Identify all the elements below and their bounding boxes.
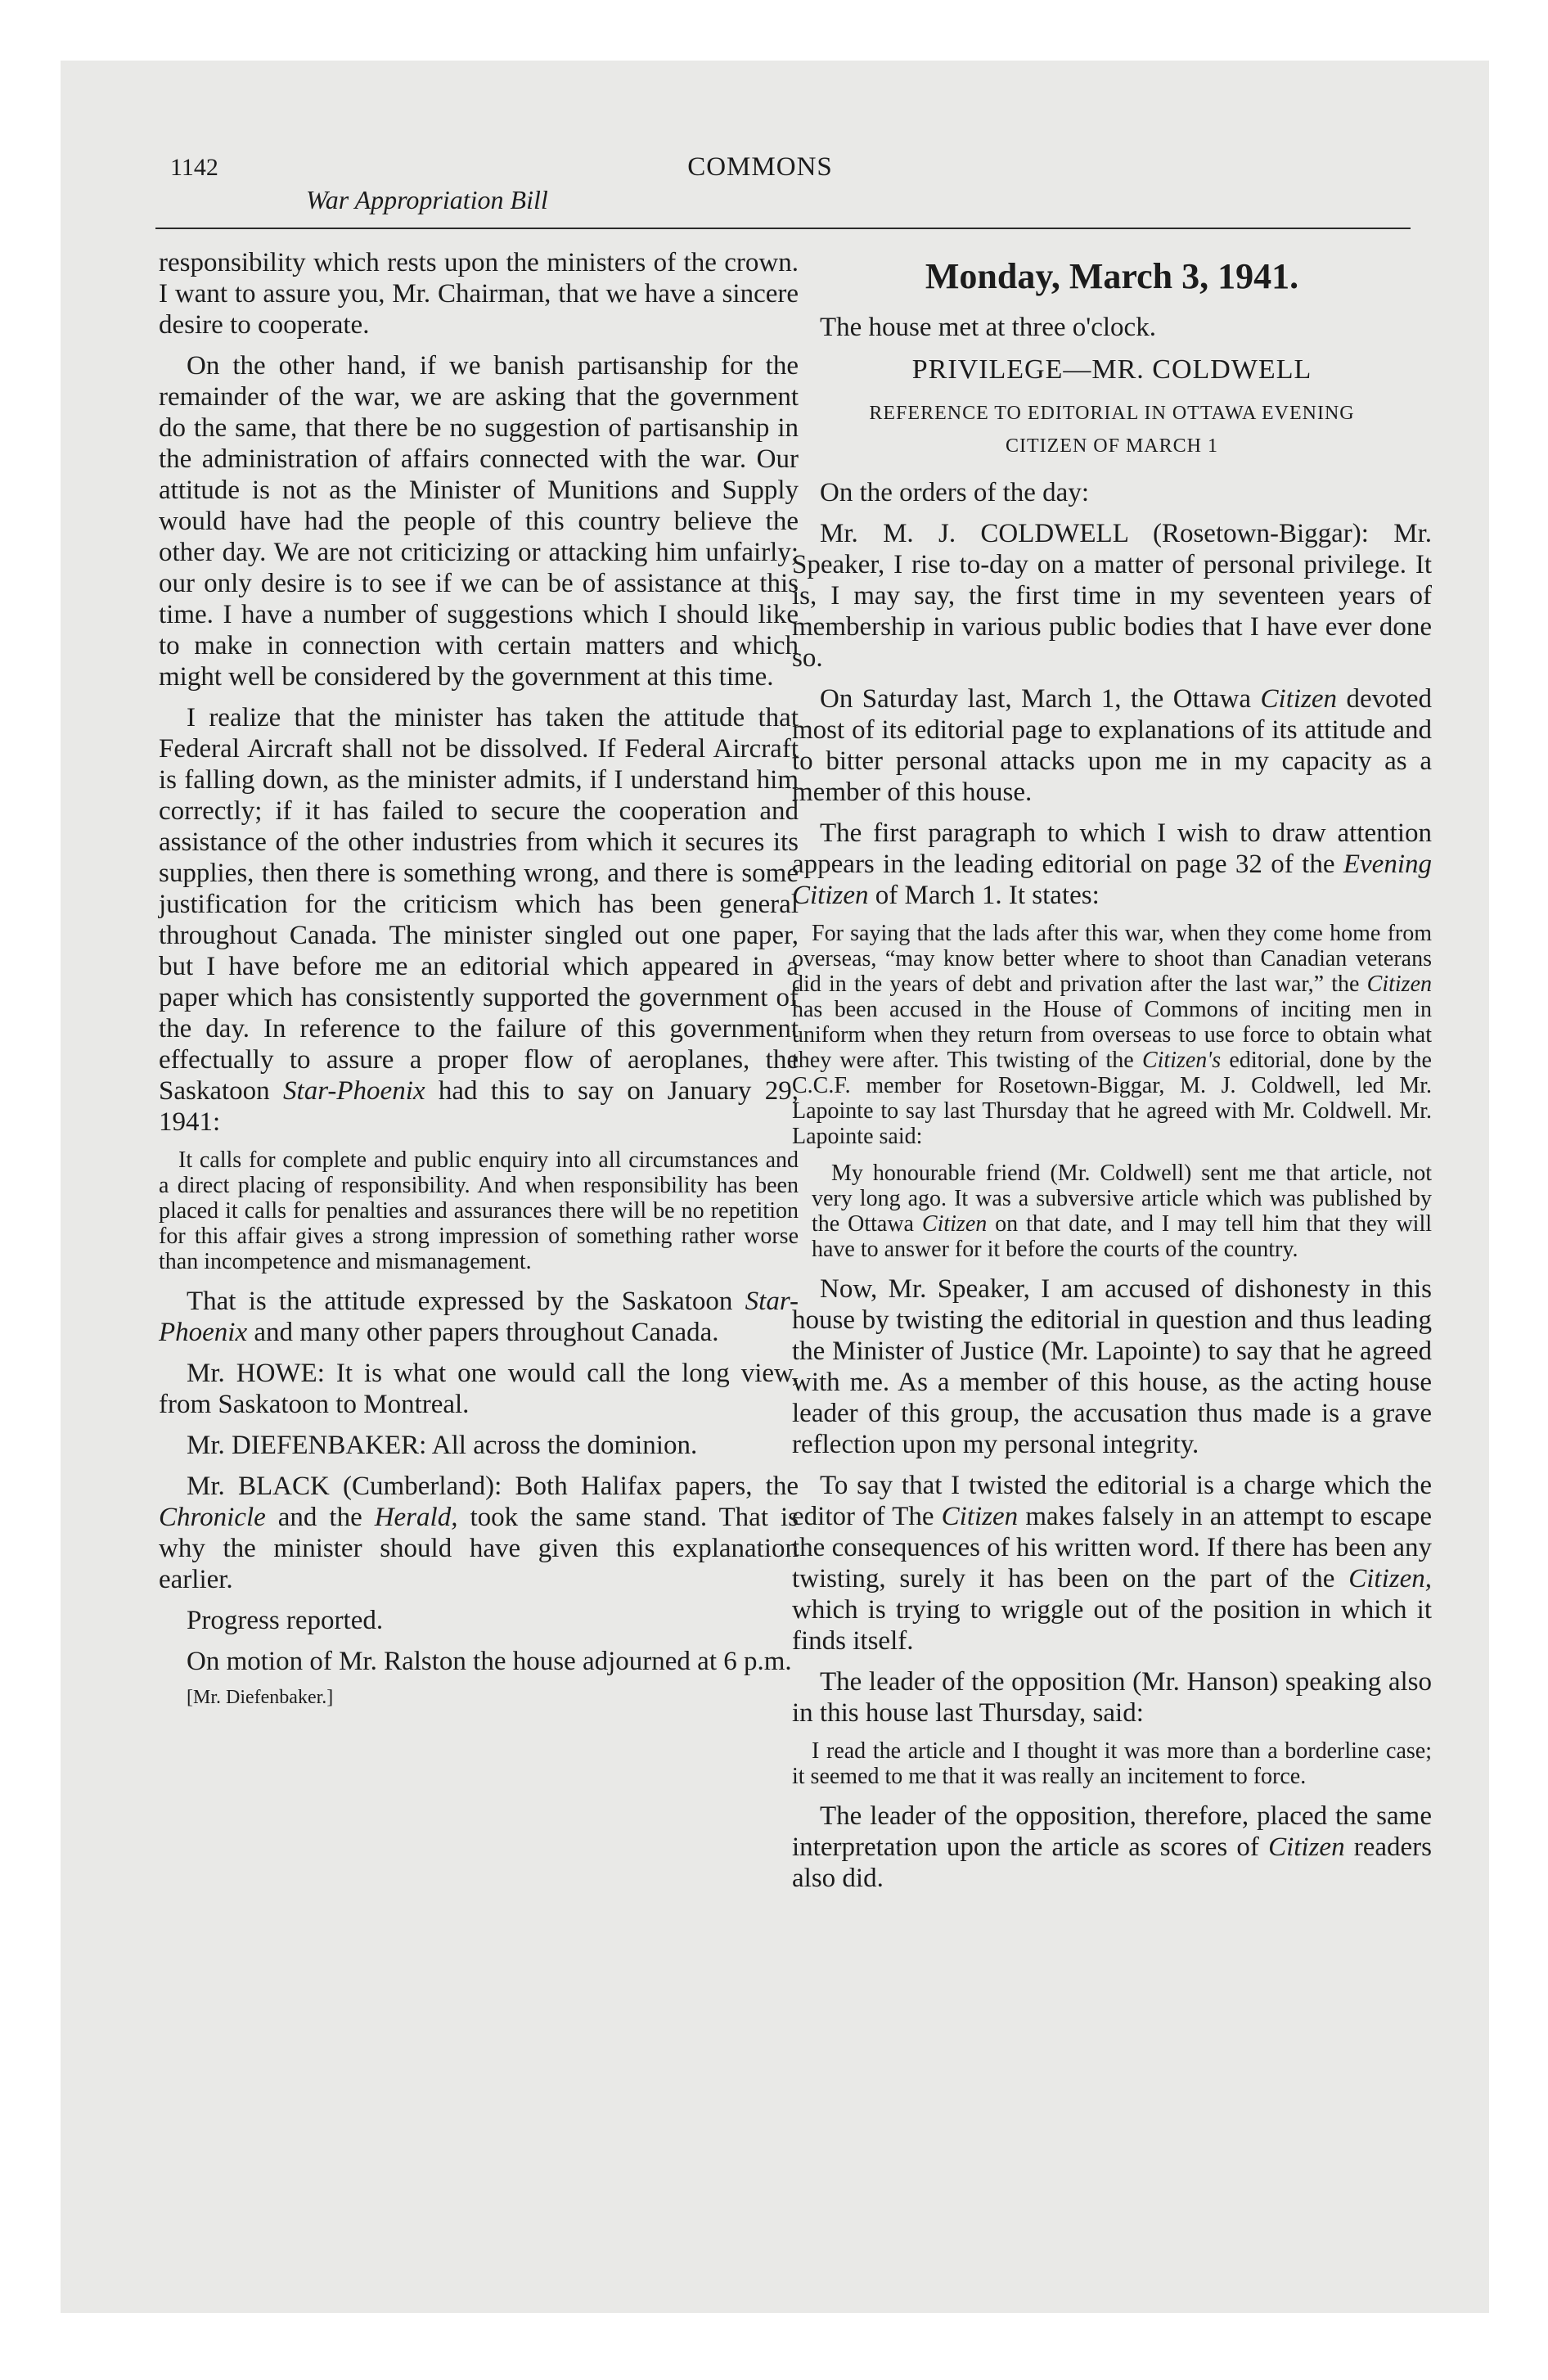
sitting-date: Monday, March 3, 1941. <box>925 256 1299 296</box>
paragraph: That is the attitude expressed by the Saskatoon Star-Phoenix and many other papers throughout Canada. <box>159 1287 799 1347</box>
paragraph: Progress reported. <box>187 1606 384 1635</box>
paragraph: To say that I twisted the editorial is a charge which the editor of The Citizen makes falsely in an attempt to escape the consequences of his written word. If there has been any twisting, surely it has been on the part of the Citizen, which is trying to wriggle out of the position in which it finds itself. <box>792 1471 1432 1656</box>
paragraph: The leader of the opposition, therefore, placed the same interpretation upon the article as scores of Citizen readers also did. <box>792 1801 1432 1893</box>
block-quote: I read the article and I thought it was more than a borderline case; it seemed to me that it was really an incitement to force. <box>792 1738 1432 1789</box>
paragraph: responsibility which rests upon the ministers of the crown. I want to assure you, Mr. Chairman, that we have a sincere desire to cooperate. <box>159 248 799 340</box>
paragraph: Now, Mr. Speaker, I am accused of dishonesty in this house by twisting the editorial in question and thus leading the Minister of Justice (Mr. Lapointe) to say that he agreed with me. As a member of this house, as the acting house leader of this group, the accusation thus made is a grave reflection upon my personal integrity. <box>792 1274 1432 1459</box>
right-column <box>792 247 1432 1904</box>
page-header <box>106 146 1414 224</box>
paragraph: On motion of Mr. Ralston the house adjourned at 6 p.m. <box>187 1647 792 1676</box>
section-heading: PRIVILEGE—MR. COLDWELL <box>911 354 1312 385</box>
paragraph: Mr. BLACK (Cumberland): Both Halifax papers, the Chronicle and the Herald, took the same stand. That is why the minister should have given this explanation earlier. <box>159 1472 799 1594</box>
speaker-note: [Mr. Diefenbaker.] <box>187 1687 334 1708</box>
paragraph: Mr. DIEFENBAKER: All across the dominion. <box>187 1431 698 1460</box>
paragraph: The leader of the opposition (Mr. Hanson) speaking also in this house last Thursday, said: <box>792 1667 1432 1728</box>
paragraph: Mr. HOWE: It is what one would call the long view, from Saskatoon to Montreal. <box>159 1359 799 1419</box>
paragraph: The first paragraph to which I wish to draw attention appears in the leading editorial on page 32 of the Evening Citizen of March 1. It states: <box>792 818 1432 910</box>
nested-quote: My honourable friend (Mr. Coldwell) sent me that article, not very long ago. It was a subversive article which was published by the Ottawa Citizen on that date, and I may tell him that they will have to answer for it before the courts of the country. <box>812 1161 1433 1262</box>
section-title: COMMONS <box>687 152 833 182</box>
paragraph: The house met at three o'clock. <box>820 313 1156 342</box>
page-number: 1142 <box>170 154 218 181</box>
block-quote: For saying that the lads after this war, when they come home from overseas, “may know better where to shoot than Canadian veterans did in the years of debt and privation after the last war,” the Citizen has been accused in the House of Commons of inciting men in uniform when they return from overseas to use force to obtain what they were after. This twisting of the Citizen's editorial, done by the C.C.F. member for Rosetown-Biggar, M. J. Coldwell, led Mr. Lapointe to say last Thursday that he agreed with Mr. Coldwell. Mr. Lapointe said: <box>792 921 1432 1149</box>
running-title: War Appropriation Bill <box>306 185 548 214</box>
paragraph: Mr. M. J. COLDWELL (Rosetown-Biggar): Mr. Speaker, I rise to-day on a matter of personal privilege. It is, I may say, the first time in my seventeen years of membership in various public bodies that I have ever done so. <box>792 519 1432 673</box>
left-column <box>159 247 799 1709</box>
paragraph: I realize that the minister has taken the attitude that Federal Aircraft shall not be dissolved. If Federal Aircraft is falling down, as the minister admits, if I understand him correctly; if it has failed to secure the cooperation and assistance of the other industries from which it secures its supplies, then there is something wrong, and there is some justification for the criticism which has been general throughout Canada. The minister singled out one paper, but I have before me an editorial which appeared in a paper which has consistently supported the government of the day. In reference to the failure of this government effectually to assure a proper flow of aeroplanes, the Saskatoon Star-Phoenix had this to say on January 29, 1941: <box>159 703 799 1137</box>
block-quote: It calls for complete and public enquiry into all circumstances and a direct placing of responsibility. And when responsibility has been placed it calls for penalties and assurances there will be no repetition for this affair gives a strong impression of something rather worse than incompetence and mismanagement. <box>159 1147 799 1274</box>
header-rule <box>155 228 1411 229</box>
paragraph: On Saturday last, March 1, the Ottawa Citizen devoted most of its editorial page to explanations of its attitude and to bitter personal attacks upon me in my capacity as a member of this house. <box>792 684 1433 807</box>
section-subheading: REFERENCE TO EDITORIAL IN OTTAWA EVENING CITIZEN OF MARCH 1 <box>869 403 1355 457</box>
paragraph: On the orders of the day: <box>820 478 1089 507</box>
paragraph: On the other hand, if we banish partisanship for the remainder of the war, we are asking that the government do the same, that there be no suggestion of partisanship in the administration of affairs connected with the war. Our attitude is not as the Minister of Munitions and Supply would have had the people of this country believe the other day. We are not criticizing or attacking him unfairly; our only desire is to see if we can be of assistance at this time. I have a number of suggestions which I should like to make in connection with certain matters and which might well be considered by the government at this time. <box>159 351 799 692</box>
